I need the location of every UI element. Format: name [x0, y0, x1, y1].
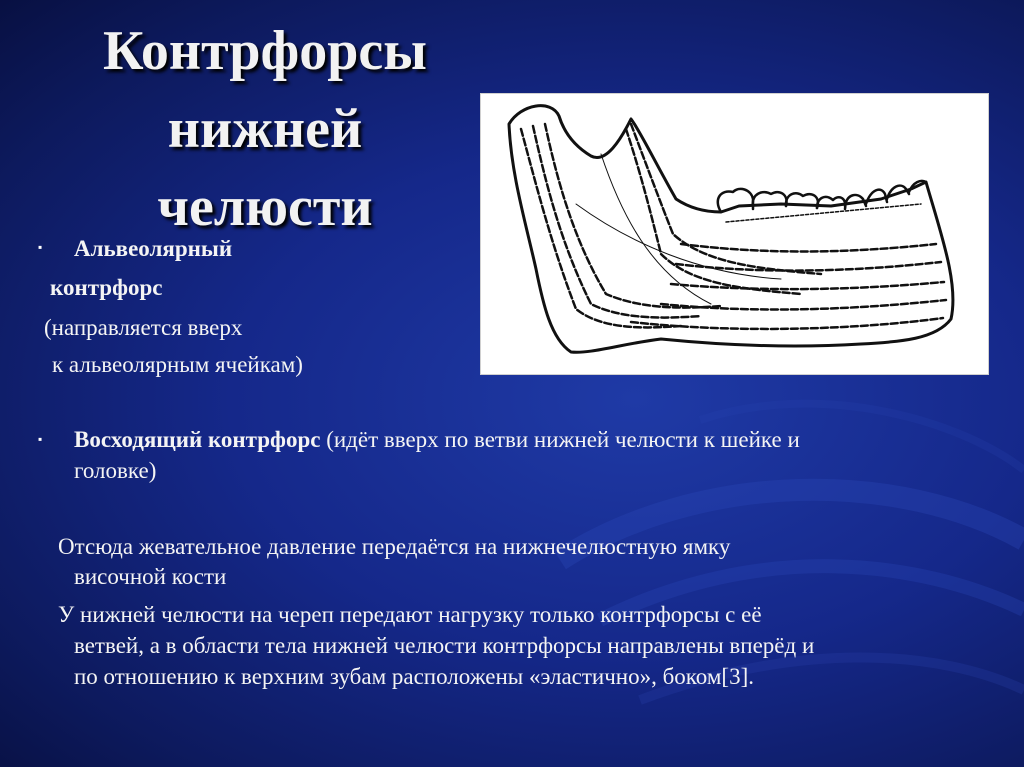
para2-line2: ветвей, а в области тела нижней челюсти контрфорсы направлены вперёд и [74, 633, 815, 658]
bullet-marker-2: ▪ [38, 432, 43, 446]
title-line-1: Контрфорсы [103, 20, 427, 82]
mandible-illustration [480, 93, 989, 375]
title-line-2: нижней [167, 98, 363, 160]
mandible-drawing [481, 94, 988, 374]
bullet2-line2: головке) [74, 458, 157, 483]
bullet2-line1: Восходящий контрфорс (идёт вверх по ветви нижней челюсти к шейке и [74, 427, 800, 452]
slide-title [40, 12, 490, 246]
bullet1-line3: (направляется вверх [44, 315, 243, 340]
para2-line3: по отношению к верхним зубам расположены «эластично», боком[3]. [74, 664, 754, 689]
para1-line2: височной кости [74, 564, 227, 589]
bullet1-line4: к альвеолярным ячейкам) [52, 352, 303, 377]
bullet1-line1: Альвеолярный [74, 236, 233, 261]
title-line-3: челюсти [157, 176, 373, 238]
bullet1-line2: контрфорс [50, 275, 163, 300]
bullet-marker-1: ▪ [38, 240, 43, 254]
para2-line1: У нижней челюсти на череп передают нагрузку только контрфорсы с её [58, 602, 762, 627]
para1-line1: Отсюда жевательное давление передаётся на нижнечелюстную ямку [58, 534, 731, 559]
